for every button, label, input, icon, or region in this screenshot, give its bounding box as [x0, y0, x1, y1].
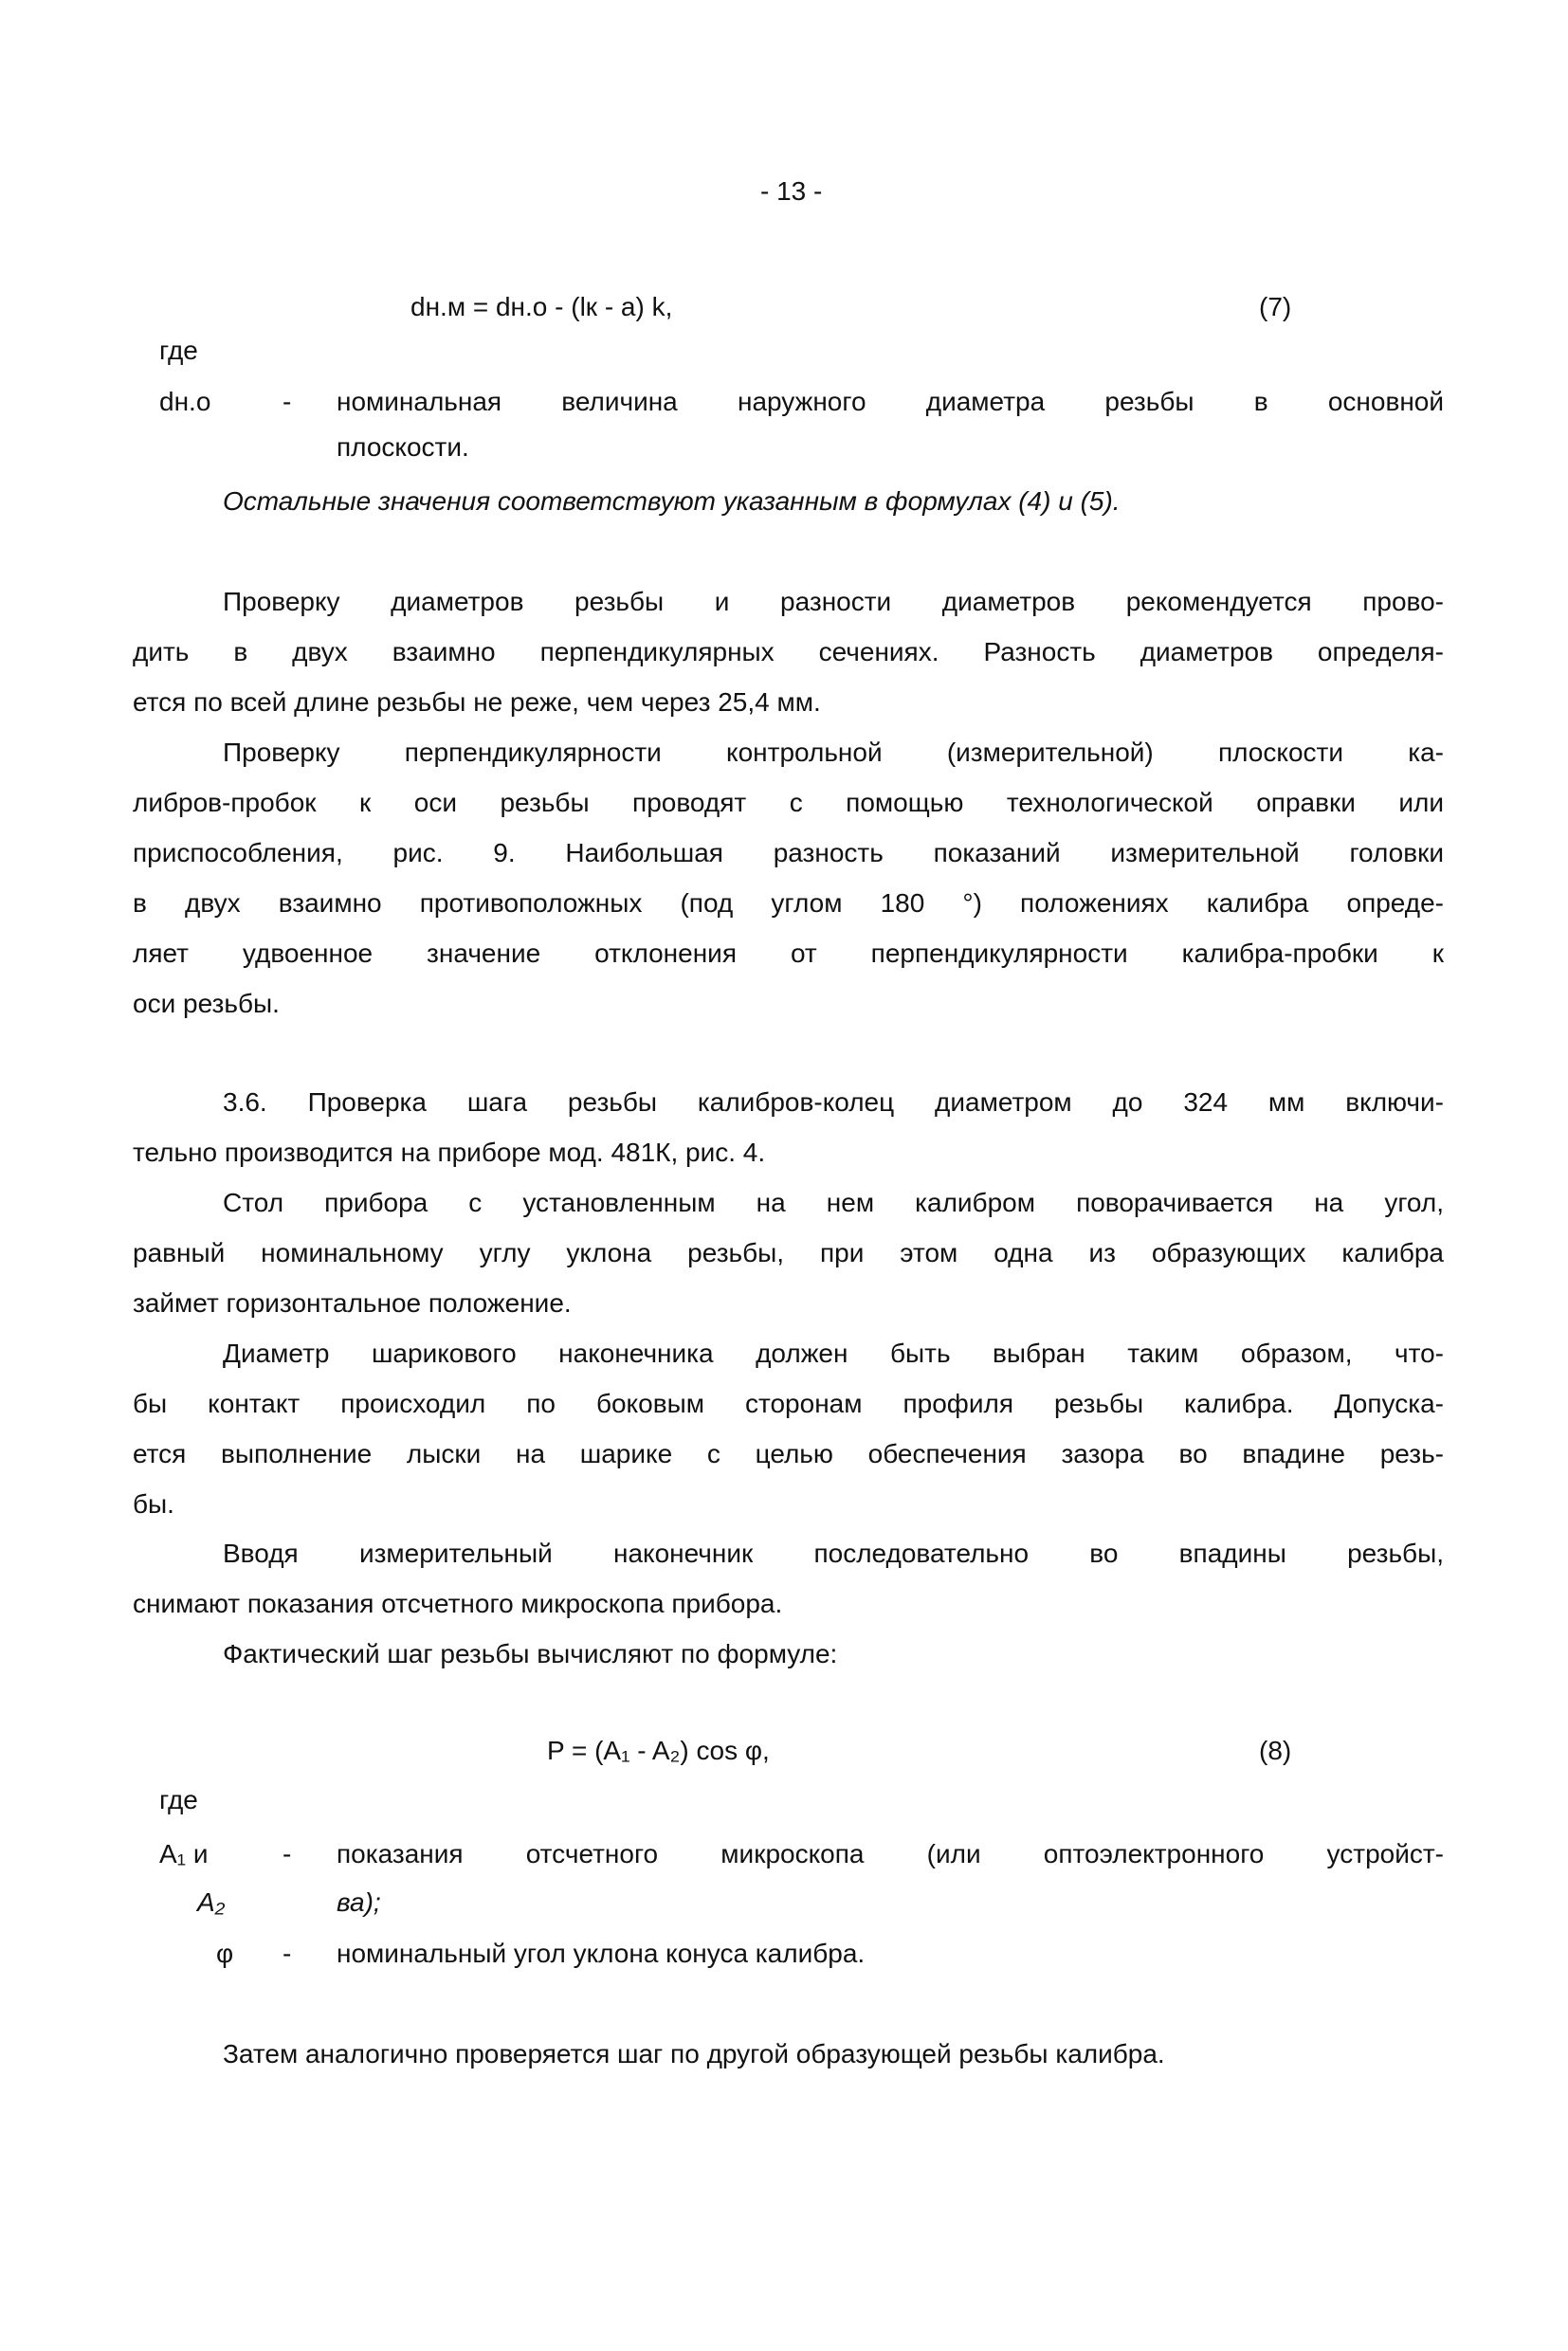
page-number: - 13 - [760, 176, 823, 206]
formula-7: dн.м = dн.о - (lк - а) k, [410, 292, 673, 321]
where-label: где [159, 336, 198, 365]
paragraph-line: снимают показания отсчетного микроскопа прибора. [133, 1589, 783, 1618]
definition-text: номинальная величина наружного диаметра резьбы в основной [337, 387, 1444, 416]
paragraph-line: Диаметр шарикового наконечника должен быть выбран таким образом, что- [223, 1339, 1444, 1368]
definition-symbol: dн.о [159, 387, 211, 416]
definition-symbol: φ [216, 1939, 234, 1968]
definition-text: ва); [337, 1887, 381, 1917]
paragraph-line: равный номинальному углу уклона резьбы, при этом одна из образующих калибра [133, 1238, 1444, 1267]
paragraph-line: бы контакт происходил по боковым сторонам профиля резьбы калибра. Допуска- [133, 1389, 1444, 1418]
paragraph-line: в двух взаимно противоположных (под углом 180 °) положениях калибра опреде- [133, 888, 1444, 918]
paragraph-line: ется по всей длине резьбы не реже, чем через 25,4 мм. [133, 687, 821, 717]
paragraph-line: Стол прибора с установленным на нем калибром поворачивается на угол, [223, 1188, 1444, 1217]
definition-text: номинальный угол уклона конуса калибра. [337, 1939, 866, 1968]
paragraph-line: Проверку перпендикулярности контрольной (измерительной) плоскости ка- [223, 738, 1444, 767]
paragraph-line: приспособления, рис. 9. Наибольшая разность показаний измерительной головки [133, 838, 1444, 867]
where-label: где [159, 1785, 198, 1814]
paragraph-line: либров-пробок к оси резьбы проводят с помощью технологической оправки или [133, 788, 1444, 817]
paragraph-line: ляет удвоенное значение отклонения от перпендикулярности калибра-пробки к [133, 939, 1444, 968]
formula-8-number: (8) [1259, 1736, 1292, 1765]
paragraph-line: ется выполнение лыски на шарике с целью обеспечения зазора во впадине резь- [133, 1439, 1444, 1468]
paragraph-line: бы. [133, 1489, 174, 1519]
paragraph-line: Проверку диаметров резьбы и разности диаметров рекомендуется прово- [223, 587, 1444, 616]
paragraph-line: займет горизонтальное положение. [133, 1288, 572, 1318]
paragraph-line: дить в двух взаимно перпендикулярных сечениях. Разность диаметров определя- [133, 637, 1444, 666]
definition-dash: - [283, 1839, 292, 1868]
formula-8: P = (A₁ - A₂) cos φ, [547, 1736, 770, 1765]
definition-dash: - [283, 387, 292, 416]
paragraph-line: Фактический шаг резьбы вычисляют по формуле: [223, 1639, 838, 1668]
note-text: Остальные значения соответствуют указанным в формулах (4) и (5). [223, 486, 1121, 516]
formula-7-number: (7) [1259, 292, 1292, 321]
paragraph-line: Вводя измерительный наконечник последовательно во впадины резьбы, [223, 1539, 1444, 1568]
definition-symbol: A₁ и [159, 1839, 209, 1868]
closing-text: Затем аналогично проверяется шаг по другой образующей резьбы калибра. [223, 2039, 1165, 2069]
paragraph-line: 3.6. Проверка шага резьбы калибров-колец диаметром до 324 мм включи- [223, 1087, 1444, 1117]
definition-text: плоскости. [337, 432, 469, 462]
paragraph-line: тельно производится на приборе мод. 481К, рис. 4. [133, 1138, 766, 1167]
definition-text: показания отсчетного микроскопа (или оптоэлектронного устройст- [337, 1839, 1444, 1868]
paragraph-line: оси резьбы. [133, 989, 280, 1018]
definition-dash: - [283, 1939, 292, 1968]
definition-symbol: A₂ [197, 1887, 226, 1917]
